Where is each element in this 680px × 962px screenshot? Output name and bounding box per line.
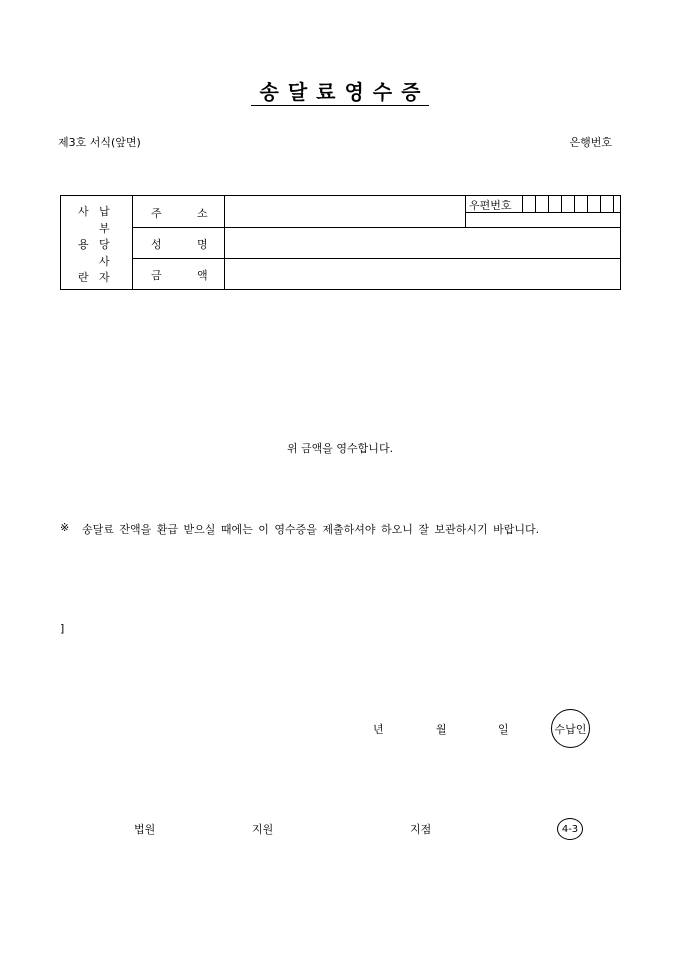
- receiver-stamp-text: 수납인: [554, 722, 587, 736]
- amount-field[interactable]: [225, 259, 621, 289]
- page-code-text: 4-3: [561, 823, 579, 835]
- document-title: [0, 76, 680, 105]
- postal-digit-box[interactable]: [561, 196, 562, 212]
- payer-info-table: [60, 195, 621, 290]
- postal-digit-box[interactable]: [587, 196, 588, 212]
- year-label: 년: [373, 723, 384, 736]
- bank-number-label: 은행번호: [569, 136, 612, 149]
- receiver-stamp: [551, 709, 590, 748]
- side-label-char: 사: [99, 255, 110, 268]
- page-code-badge: [557, 818, 583, 840]
- postal-code-label: 우편번호: [469, 199, 512, 212]
- month-label: 월: [436, 723, 447, 736]
- side-label-char: 사: [78, 205, 89, 218]
- name-label-a: 성: [151, 238, 162, 251]
- side-label-char: 부: [99, 222, 110, 235]
- postal-digit-box[interactable]: [548, 196, 549, 212]
- name-field[interactable]: [225, 228, 621, 258]
- form-number: 제3호 서식(앞면): [58, 136, 141, 149]
- side-label-char: 란: [78, 271, 89, 284]
- postal-digit-box[interactable]: [613, 196, 614, 212]
- postal-digit-box[interactable]: [600, 196, 601, 212]
- amount-label-a: 금: [151, 269, 162, 282]
- name-label-b: 명: [197, 238, 208, 251]
- notice-mark: ※: [60, 521, 70, 534]
- side-label-char: 용: [78, 238, 89, 251]
- receipt-statement: 위 금액을 영수합니다.: [286, 442, 394, 455]
- address-label-b: 소: [197, 207, 208, 220]
- postal-digit-box[interactable]: [522, 196, 523, 212]
- table-divider: [132, 196, 133, 289]
- address-field[interactable]: [225, 196, 465, 227]
- postal-digit-box[interactable]: [535, 196, 536, 212]
- side-label-char: 당: [99, 238, 110, 251]
- side-label-char: 자: [99, 271, 110, 284]
- title-text: 송달료영수증: [251, 80, 430, 106]
- stray-mark: ]: [60, 622, 65, 635]
- notice-text: 송달료 잔액을 환급 받으실 때에는 이 영수증을 제출하셔야 하오니 잘 보관하시기 바랍니다.: [82, 523, 540, 536]
- court-label: 법원: [134, 823, 156, 836]
- amount-label-b: 액: [197, 269, 208, 282]
- side-label-char: 납: [99, 205, 110, 218]
- address-label-a: 주: [151, 207, 162, 220]
- office-label: 지점: [410, 823, 432, 836]
- postal-digit-box[interactable]: [574, 196, 575, 212]
- branch-label: 지원: [252, 823, 274, 836]
- day-label: 일: [498, 723, 509, 736]
